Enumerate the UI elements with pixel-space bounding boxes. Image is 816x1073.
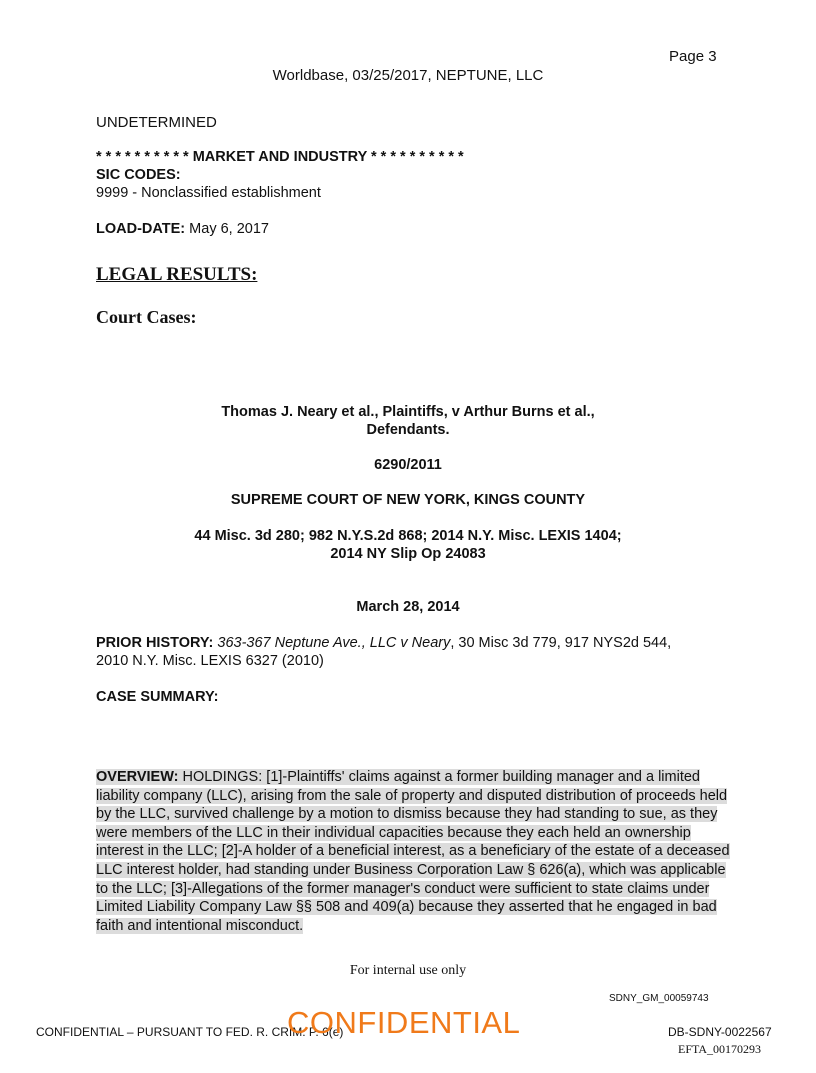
overview-paragraph: [96, 768, 736, 935]
case-court: SUPREME COURT OF NEW YORK, KINGS COUNTY: [230, 492, 586, 508]
case-summary-label: CASE SUMMARY:: [96, 689, 219, 705]
case-citation-line2: 2014 NY Slip Op 24083: [330, 546, 486, 562]
case-title-line2: Defendants.: [366, 422, 450, 438]
prior-history-citation: , 30 Misc 3d 779, 917 NYS2d 544,: [450, 635, 672, 651]
overview-label: OVERVIEW:: [96, 769, 179, 785]
load-date: [96, 220, 269, 238]
company-status: UNDETERMINED: [96, 114, 217, 131]
efta-number: EFTA_00170293: [678, 1042, 762, 1056]
legal-results-heading: LEGAL RESULTS:: [96, 264, 258, 285]
court-cases-heading: Court Cases:: [96, 307, 197, 327]
overview-text: HOLDINGS: [1]-Plaintiffs' claims against a former building manager and a limited liability company (LLC), arising from the sale of property and disputed distribution of proceeds held by the LLC, survived challenge by a motion to dismiss because they had standing to sue, as they were members of the LLC in their individual capacities because they each held an ownership interest in the LLC; [2]-A holder of a beneficial interest, as a beneficiary of the estate of a deceased LLC interest holder, had standing under Business Corporation Law § 626(a), which was applicable to the LLC; [3]-Allegations of the former manager's conduct were sufficient to state claims under Limited Liability Company Law §§ 508 and 409(a) because they asserted that he engaged in bad faith and intentional misconduct.: [96, 769, 730, 934]
sic-codes-label: SIC CODES:: [96, 167, 181, 183]
case-title-line1: Thomas J. Neary et al., Plaintiffs, v Arthur Burns et al.,: [221, 404, 595, 420]
load-date-label: LOAD-DATE:: [96, 221, 186, 237]
bates-number-top: SDNY_GM_00059743: [609, 993, 709, 1004]
case-citation-line1: 44 Misc. 3d 280; 982 N.Y.S.2d 868; 2014 N.Y. Misc. LEXIS 1404;: [194, 528, 622, 544]
market-industry-heading: * * * * * * * * * * MARKET AND INDUSTRY * * * * * * * * * *: [96, 149, 464, 165]
prior-history-label: PRIOR HISTORY:: [96, 635, 214, 651]
prior-history-line2: 2010 N.Y. Misc. LEXIS 6327 (2010): [96, 653, 324, 669]
source-line: Worldbase, 03/25/2017, NEPTUNE, LLC: [272, 67, 544, 84]
case-date: March 28, 2014: [356, 599, 460, 615]
case-docket: 6290/2011: [374, 457, 442, 473]
load-date-value: May 6, 2017: [189, 221, 269, 237]
internal-use-note: For internal use only: [349, 963, 467, 978]
prior-history: [96, 634, 736, 652]
sic-codes-value: 9999 - Nonclassified establishment: [96, 185, 321, 201]
bates-number-right: DB-SDNY-0022567: [668, 1025, 772, 1039]
confidential-stamp: CONFIDENTIAL: [287, 1005, 521, 1040]
confidential-notice: CONFIDENTIAL – PURSUANT TO FED. R. CRIM. P. 6(e): [36, 1025, 344, 1039]
prior-history-case: 363-367 Neptune Ave., LLC v Neary: [217, 635, 451, 651]
page-number: Page 3: [669, 48, 717, 65]
